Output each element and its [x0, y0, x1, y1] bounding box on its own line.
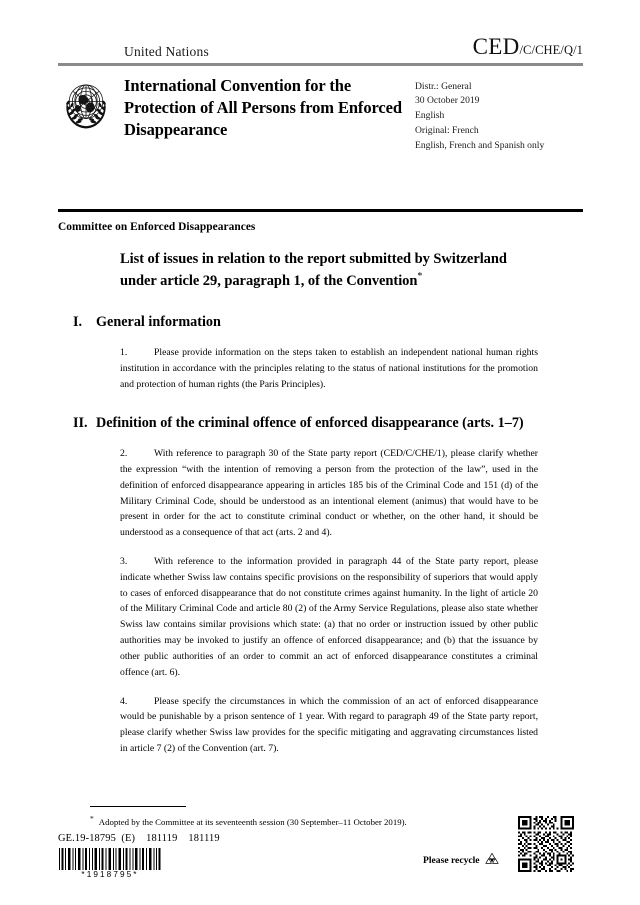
barcode-number: *1918795* — [81, 870, 139, 879]
masthead — [58, 34, 583, 153]
recycle-icon — [483, 851, 501, 869]
paragraph-number: 3. — [120, 556, 128, 568]
document-content — [58, 250, 583, 757]
united-nations-emblem-icon — [58, 77, 114, 133]
section-numeral: II. — [73, 415, 88, 432]
footnote-text: Adopted by the Committee at its seventeenth session (30 September–11 October 2019). — [98, 816, 407, 827]
committee-name: Committee on Enforced Disappearances — [58, 221, 256, 233]
footnote — [90, 813, 510, 829]
paragraph-text: Please specify the circumstances in which the commission of an act of enforced disappearance would be punishable by a prison sentence of 1 year. With regard to paragraph 49 of the State party report, please clarify whether Swiss law provides for the specific mitigating and aggravating circumstances listed in article 7 (2) of the Convention (art. 7). — [120, 695, 538, 754]
barcode-container — [58, 848, 162, 879]
ge-document-code: GE.19-18795 (E) 181119 181119 — [58, 833, 220, 844]
recycle-notice — [423, 851, 501, 869]
paragraph-4 — [120, 694, 538, 757]
distribution-type: Distr.: General — [415, 80, 472, 92]
document-symbol-prefix: CED — [472, 34, 520, 59]
paragraph-text: Please provide information on the steps taken to establish an independent national human rights institution in accordance with the principles relating to the status of national institutions for the promotion and protection of human rights (the Paris Principles). — [120, 347, 538, 390]
page-title — [120, 250, 520, 291]
un-emblem-container — [58, 75, 124, 133]
body-divider — [58, 209, 583, 212]
section-title: General information — [96, 314, 221, 331]
distribution-date: 30 October 2019 — [415, 95, 480, 107]
distribution-block — [415, 75, 583, 154]
distribution-languages-only: English, French and Spanish only — [415, 139, 545, 151]
recycle-label: Please recycle — [423, 854, 480, 866]
page-title-text: List of issues in relation to the report submitted by Switzerland under article 29, paragraph 1, of the Convention — [120, 251, 507, 289]
paragraph-text: With reference to paragraph 30 of the State party report (CED/C/CHE/1), please clarify whether the expression “with the intention of removing a person from the protection of the law”, used in the definition of enforced disappearance appearing in articles 185 bis of the Criminal Code and 151 (d) of the Military Criminal Code, should be understood as an intentional element (animus) that would have to be present in order for the act to constitute criminal conduct or whether, on the other hand, it should be understood as a consequence of that act (arts. 2 and 4). — [120, 448, 538, 539]
qr-code-icon — [518, 816, 574, 872]
paragraph-1 — [120, 345, 538, 392]
section-numeral: I. — [73, 314, 83, 331]
distribution-language: English — [415, 110, 445, 122]
paragraph-number: 1. — [120, 347, 128, 358]
qr-code-container — [518, 816, 574, 872]
paragraph-2 — [120, 446, 538, 541]
document-symbol — [473, 34, 583, 60]
convention-title: International Convention for the Protection of All Persons from Enforced Disappearance — [124, 75, 402, 139]
section-heading-1 — [58, 313, 583, 332]
masthead-top-row — [58, 34, 583, 63]
masthead-body-row — [58, 75, 583, 154]
barcode-icon — [58, 848, 162, 870]
section-title: Definition of the criminal offence of enforced disappearance (arts. 1–7) — [96, 415, 524, 432]
footnote-separator — [90, 806, 186, 807]
masthead-divider — [58, 63, 583, 66]
section-heading-2 — [58, 414, 583, 433]
paragraph-number: 4. — [120, 695, 128, 707]
document-symbol-suffix: /C/CHE/Q/1 — [519, 43, 583, 57]
organization-name: United Nations — [124, 44, 209, 59]
page-title-footnote-mark: * — [417, 270, 423, 282]
distribution-original: Original: French — [415, 124, 479, 136]
paragraph-number: 2. — [120, 448, 128, 460]
footnote-mark: * — [90, 814, 94, 823]
paragraph-3 — [120, 554, 538, 681]
paragraph-text: With reference to the information provided in paragraph 44 of the State party report, please indicate whether Swiss law contains specific provisions on the responsibility of superiors that would apply to cases of enforced disappearance that do not constitute crimes against humanity. In the light of article 20 of the Military Criminal Code and article 80 (2) of the Army Service Regulations, please also state whether Swiss law contains similar provisions which state: (a) that no order or instruction issued by other public authorities may be invoked to justify an offence of enforced disappearance; and (b) that the issuance by other public authorities of an order to commit an act of enforced disappearance constitutes a criminal offence (art. 6). — [120, 556, 538, 678]
